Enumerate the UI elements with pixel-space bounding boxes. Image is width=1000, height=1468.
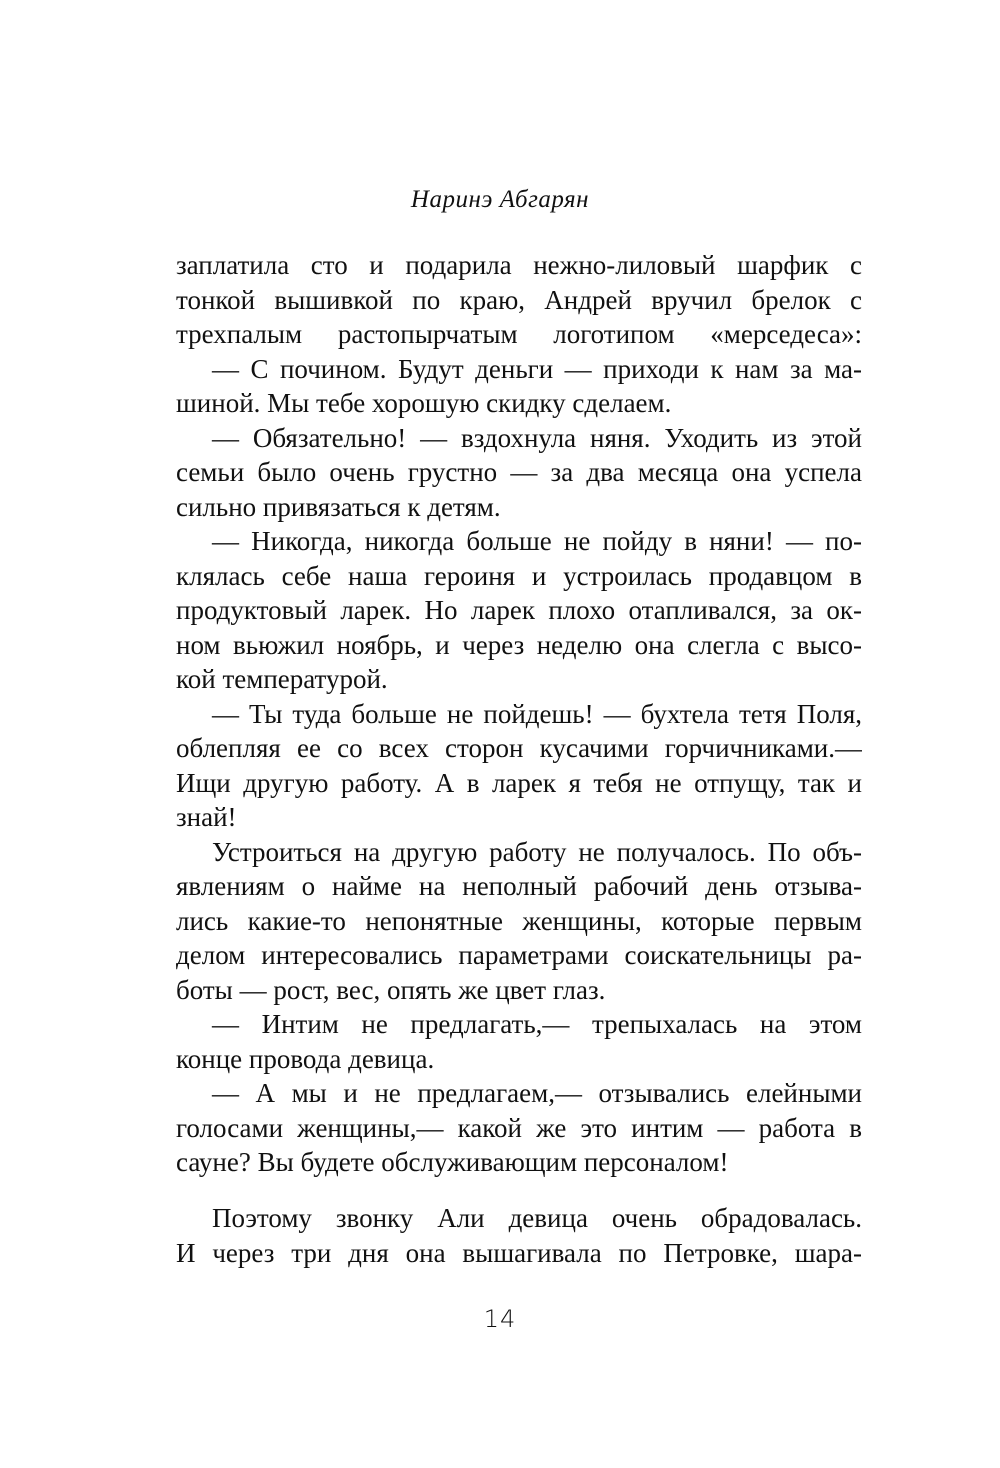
text-line: — А мы и не предлагаем,— отзывались елейными xyxy=(212,1078,862,1108)
text-line: И через три дня она вышагивала по Петровке, шара- xyxy=(176,1237,862,1268)
text-line: сильно привязаться к детям. xyxy=(176,491,501,522)
text-line: конце провода девица. xyxy=(176,1043,435,1074)
body-text-block-continued xyxy=(176,1201,862,1270)
text-line: сауне? Вы будете обслуживающим персоналом! xyxy=(176,1147,729,1177)
text-line: — Никогда, никогда больше не пойду в няни! — по- xyxy=(212,526,862,556)
text-line: продуктовый ларек. Но ларек плохо отапливался, за ок- xyxy=(176,595,862,625)
text-line: тонкой вышивкой по краю, Андрей вручил брелок с xyxy=(176,284,862,315)
text-line: голосами женщины,— какой же это интим — работа в xyxy=(176,1112,862,1143)
body-text-block xyxy=(176,248,862,1180)
text-line: клялась себе наша героиня и устроилась продавцом в xyxy=(176,560,862,591)
text-line: облепляя ее со всех сторон кусачими горчичниками.— xyxy=(176,733,862,763)
text-line: — Интим не предлагать,— трепыхалась на этом xyxy=(212,1009,862,1039)
text-line: — Обязательно! — вздохнула няня. Уходить из этой xyxy=(212,422,862,453)
text-line: лись какие-то непонятные женщины, которые первым xyxy=(176,905,862,936)
text-line: явлениям о найме на неполный рабочий день отзыва- xyxy=(176,871,862,901)
text-line: знай! xyxy=(176,802,237,832)
text-line: кой температурой. xyxy=(176,664,388,694)
text-line: заплатила сто и подарила нежно-лиловый шарфик с xyxy=(176,250,862,280)
text-line: Поэтому звонку Али девица очень обрадовалась. xyxy=(212,1203,862,1233)
text-line: — Ты туда больше не пойдешь! — бухтела тетя Поля, xyxy=(212,698,862,729)
text-line: боты — рост, вес, опять же цвет глаз. xyxy=(176,974,606,1005)
text-line: ном вьюжил ноябрь, и через неделю она слегла с высо- xyxy=(176,629,862,660)
text-line: — С почином. Будут деньги — приходи к нам за ма- xyxy=(212,353,862,384)
text-line: шиной. Мы тебе хорошую скидку сделаем. xyxy=(176,388,672,418)
text-line: трехпалым растопырчатым логотипом «мерседеса»: xyxy=(176,319,862,349)
text-line: семьи было очень грустно — за два месяца она успела xyxy=(176,457,862,487)
text-line: Устроиться на другую работу не получалось. По объ- xyxy=(212,836,862,867)
text-line: делом интересовались параметрами соискательницы ра- xyxy=(176,940,862,970)
running-header-author: Наринэ Абгарян xyxy=(410,186,590,213)
text-line: Ищи другую работу. А в ларек я тебя не отпущу, так и xyxy=(176,767,862,798)
page-number: 14 xyxy=(483,1305,517,1333)
